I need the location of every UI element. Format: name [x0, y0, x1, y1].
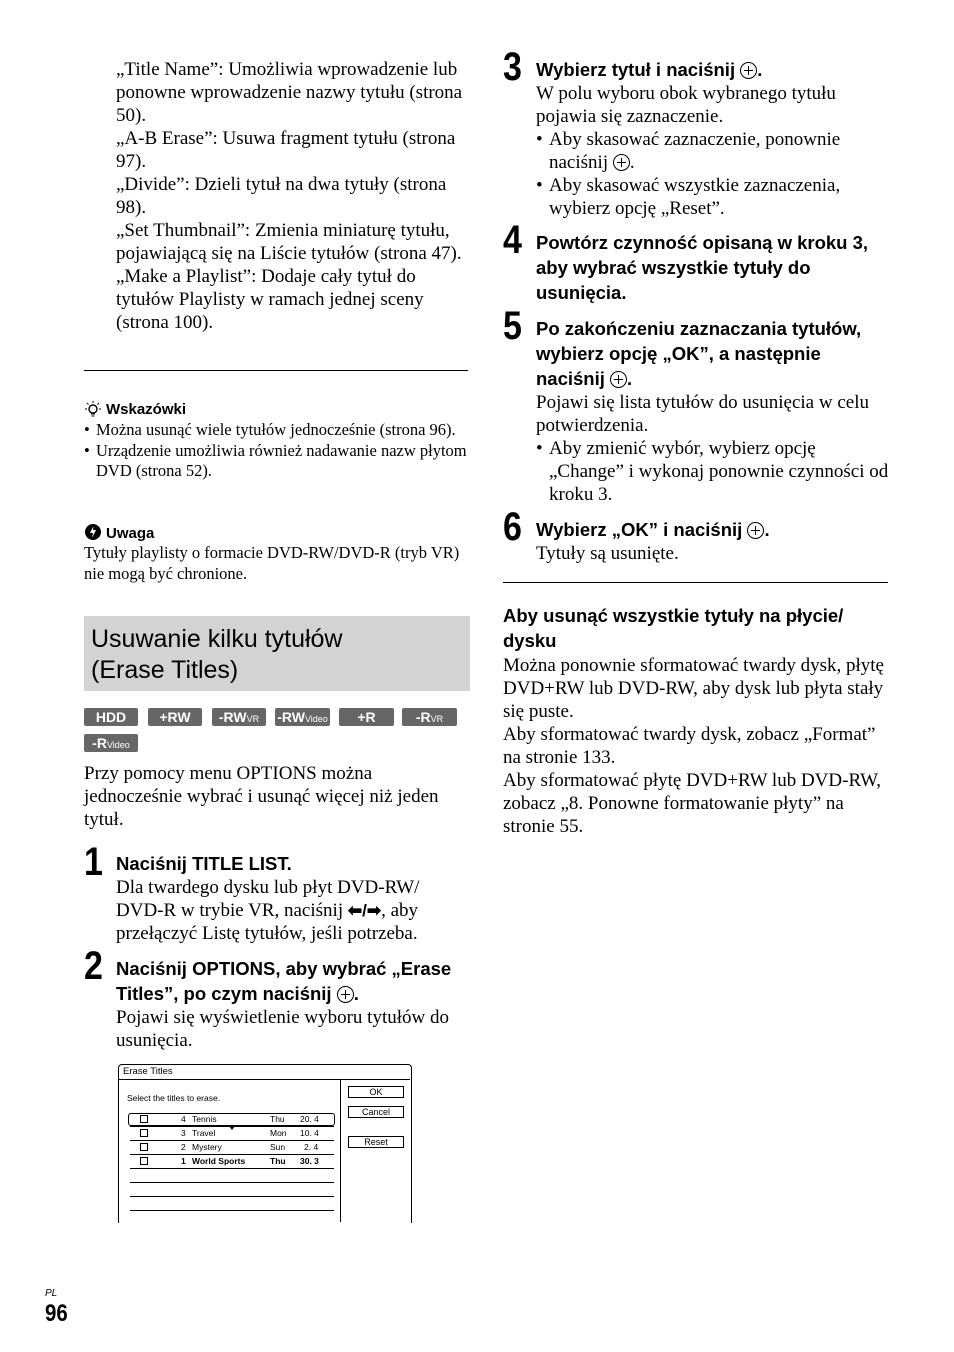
badge-minus-rw-vr: -RWVR	[212, 708, 266, 726]
enter-button-icon	[337, 986, 354, 1003]
step-heading: Naciśnij TITLE LIST.	[116, 853, 292, 874]
subsection-paragraph: Aby sformatować płytę DVD+RW lub DVD-RW, zobacz „8. Ponowne formatowanie płyty” na stronie 55.	[503, 770, 882, 837]
intro-item: „Set Thumbnail”: Zmienia miniaturę tytułu, pojawiającą się na Liście tytułów (strona 47).	[116, 220, 462, 264]
step-heading: Wybierz tytuł i naciśnij .	[536, 59, 763, 80]
intro-item: „A-B Erase”: Usuwa fragment tytułu (strona 97).	[116, 128, 456, 172]
badge-minus-r-vr: -RVR	[402, 708, 457, 726]
row-rule	[130, 1196, 334, 1197]
subsection-title: Aby usunąć wszystkie tytuły na płycie/ dysku	[503, 605, 844, 651]
step-text: W polu wyboru obok wybranego tytułu pojawia się zaznaczenie.	[536, 83, 836, 127]
cancel-button[interactable]: Cancel	[348, 1106, 404, 1118]
hint-item: • Można usunąć wiele tytułów jednocześnie (strona 96).	[84, 420, 474, 441]
step-heading: Po zakończeniu zaznaczania tytułów, wybierz opcję „OK”, a następnie naciśnij .	[536, 318, 862, 389]
intro-item: „Make a Playlist”: Dodaje cały tytuł do tytułów Playlisty w ramach jednej sceny (strona 100).	[116, 266, 424, 333]
step-number: 1	[84, 840, 103, 884]
table-row[interactable]: 1 World Sports Thu 30. 3	[130, 1155, 334, 1168]
divider	[84, 370, 468, 371]
hints-title: Wskazówki	[106, 401, 187, 418]
hints-block	[84, 400, 474, 482]
intro-item: „Divide”: Dzieli tytuł na dwa tytuły (strona 98).	[116, 174, 447, 218]
divider	[503, 582, 888, 583]
page-number: 96	[45, 1300, 68, 1327]
step-number: 6	[503, 505, 522, 549]
ok-button[interactable]: OK	[348, 1086, 404, 1098]
table-row[interactable]: 2 Mystery Sun 2. 4	[130, 1141, 334, 1154]
row-rule	[130, 1168, 334, 1169]
step-text: Pojawi się lista tytułów do usunięcia w celu potwierdzenia.	[536, 392, 869, 436]
badge-minus-rw-video: -RWVideo	[275, 708, 330, 726]
intro-paragraph: Przy pomocy menu OPTIONS można jednocześnie wybrać i usunąć więcej niż jeden tytuł.	[84, 763, 439, 830]
enter-button-icon	[610, 371, 627, 388]
step-number: 2	[84, 944, 103, 988]
step-text: Tytuły są usunięte.	[536, 543, 679, 564]
step-2	[116, 956, 468, 1052]
intro-items	[116, 58, 472, 334]
step-6	[536, 517, 890, 565]
screen-prompt: Select the titles to erase.	[127, 1093, 221, 1103]
arrow-keys-icon: ⬅/➡	[347, 901, 382, 920]
note-text: Tytuły playlisty o formacie DVD-RW/DVD-R (tryb VR) nie mogą być chronione.	[84, 543, 460, 583]
section-heading	[84, 616, 470, 691]
reset-button[interactable]: Reset	[348, 1136, 404, 1148]
enter-button-icon	[740, 62, 757, 79]
step-number: 5	[503, 304, 522, 348]
enter-button-icon	[613, 154, 630, 171]
warning-icon	[84, 523, 102, 541]
list-panel-divider	[340, 1080, 341, 1222]
badge-hdd: HDD	[84, 708, 138, 726]
lightbulb-icon	[84, 400, 102, 418]
step-number: 4	[503, 218, 522, 262]
step-text: Pojawi się wyświetlenie wyboru tytułów do usunięcia.	[116, 1007, 449, 1051]
table-row[interactable]: 4 Tennis Thu 20. 4	[130, 1113, 334, 1126]
section-title-line1: Usuwanie kilku tytułów	[91, 625, 343, 653]
step-bullet: • Aby skasować zaznaczenie, ponownie naciśnij .	[536, 128, 892, 174]
checkbox[interactable]	[140, 1157, 148, 1165]
badge-minus-r-video: -RVideo	[84, 734, 138, 752]
screen-title-rule	[119, 1079, 410, 1080]
checkbox[interactable]	[140, 1143, 148, 1151]
note-title: Uwaga	[106, 525, 155, 542]
checkbox[interactable]	[140, 1115, 148, 1123]
step-text: Dla twardego dysku lub płyt DVD-RW/ DVD-R w trybie VR, naciśnij ⬅/➡, aby przełączyć Listę tytułów, jeśli potrzeba.	[116, 877, 420, 944]
step-bullet: • Aby skasować wszystkie zaznaczenia, wybierz opcję „Reset”.	[536, 174, 892, 220]
row-rule	[130, 1210, 334, 1211]
step-number: 3	[503, 45, 522, 89]
checkbox[interactable]	[140, 1129, 148, 1137]
step-1	[116, 851, 468, 945]
step-heading: Wybierz „OK” i naciśnij .	[536, 519, 770, 540]
table-row[interactable]: 3 Travel Mon 10. 4	[130, 1127, 334, 1140]
step-4: Powtórz czynność opisaną w kroku 3, aby wybrać wszystkie tytuły do usunięcia.	[536, 232, 869, 303]
note-block	[84, 523, 470, 584]
subsection-paragraph: Aby sformatować twardy dysk, zobacz „Format” na stronie 133.	[503, 724, 876, 768]
enter-button-icon	[747, 522, 764, 539]
step-5	[536, 316, 890, 506]
subsection-body	[503, 654, 891, 838]
step-heading: Naciśnij OPTIONS, aby wybrać „Erase Titles”, po czym naciśnij .	[116, 958, 452, 1004]
section-title-line2: (Erase Titles)	[91, 656, 239, 684]
language-code: PL	[45, 1288, 58, 1299]
badge-plus-rw: +RW	[148, 708, 202, 726]
step-3	[536, 57, 892, 220]
step-bullet: • Aby zmienić wybór, wybierz opcję „Change” i wykonaj ponownie czynności od kroku 3.	[536, 437, 890, 506]
intro-item: „Title Name”: Umożliwia wprowadzenie lub ponowne wprowadzenie nazwy tytułu (strona 50).	[116, 59, 463, 126]
subsection-paragraph: Można ponownie sformatować twardy dysk, płytę DVD+RW lub DVD-RW, aby dysk lub płyta stały się puste.	[503, 655, 884, 722]
screen-title: Erase Titles	[123, 1066, 173, 1077]
badge-plus-r: +R	[339, 708, 394, 726]
row-rule	[130, 1182, 334, 1183]
hint-item: • Urządzenie umożliwia również nadawanie nazw płytom DVD (strona 52).	[84, 441, 474, 482]
